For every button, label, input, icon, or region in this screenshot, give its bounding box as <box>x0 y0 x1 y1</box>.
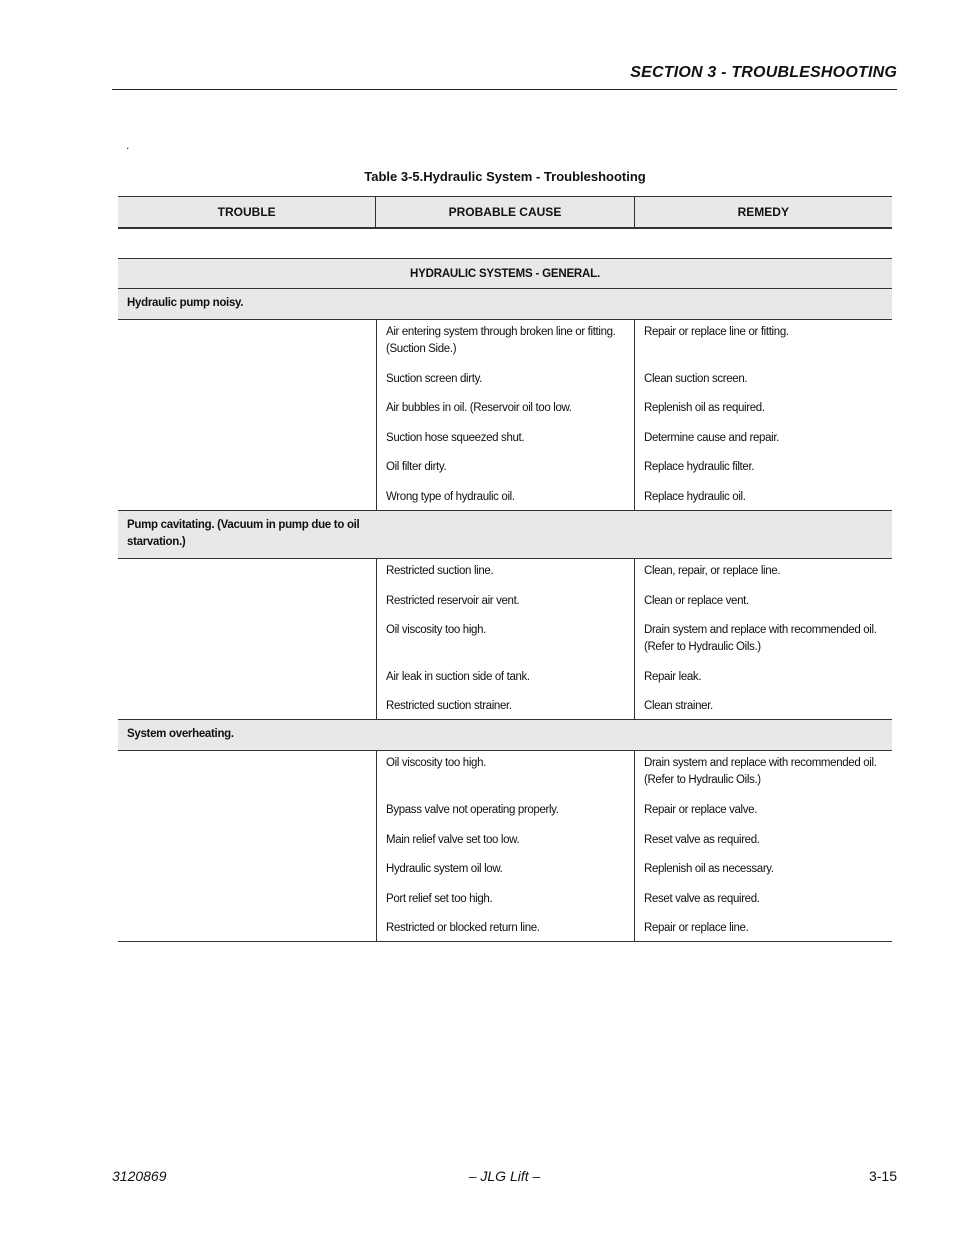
probable-cause-cell: Restricted suction line. <box>386 564 494 577</box>
probable-cause-cell: Oil viscosity too high. <box>386 757 486 770</box>
probable-cause-column <box>376 751 634 941</box>
remedy-cell: Replace hydraulic filter. <box>644 461 755 474</box>
trouble-label: Pump cavitating. (Vacuum in pump due to oil starvation.) <box>127 518 360 548</box>
probable-cause-cell: Hydraulic system oil low. <box>386 863 503 876</box>
trouble-groups <box>118 289 892 942</box>
trouble-row <box>118 720 892 751</box>
remedy-cell: Repair leak. <box>644 670 702 683</box>
detail-block <box>118 559 892 720</box>
remedy-column <box>634 751 892 941</box>
detail-block <box>118 751 892 942</box>
probable-cause-cell: Air leak in suction side of tank. <box>386 670 530 683</box>
column-header-probable-cause: PROBABLE CAUSE <box>375 197 633 227</box>
probable-cause-cell: Oil viscosity too high. <box>386 624 486 637</box>
page-number: 3-15 <box>868 1168 897 1184</box>
remedy-cell: Repair or replace valve. <box>644 803 758 816</box>
doc-number: 3120869 <box>112 1168 167 1184</box>
remedy-cell: Replenish oil as necessary. <box>644 863 774 876</box>
probable-cause-cell: Air entering system through broken line or fitting. (Suction Side.) <box>386 326 616 355</box>
remedy-cell: Drain system and replace with recommended oil. (Refer to Hydraulic Oils.) <box>644 624 877 654</box>
detail-block <box>118 320 892 511</box>
header-rule <box>112 89 897 90</box>
probable-cause-cell: Wrong type of hydraulic oil. <box>386 490 515 503</box>
trouble-row <box>118 511 892 559</box>
remedy-column <box>634 559 892 719</box>
trouble-label: System overheating. <box>127 728 234 741</box>
probable-cause-cell: Restricted or blocked return line. <box>386 922 540 935</box>
publisher: – JLG Lift – <box>468 1168 541 1184</box>
troubleshooting-table <box>118 258 892 942</box>
remedy-column <box>634 320 892 510</box>
probable-cause-cell: Port relief set too high. <box>386 892 493 905</box>
remedy-cell: Replenish oil as required. <box>644 402 765 415</box>
probable-cause-cell: Air bubbles in oil. (Reservoir oil too low. <box>386 402 572 415</box>
remedy-cell: Replace hydraulic oil. <box>644 490 746 503</box>
remedy-cell: Reset valve as required. <box>644 892 760 905</box>
remedy-cell: Clean or replace vent. <box>644 594 749 607</box>
trouble-column-empty <box>118 751 376 941</box>
probable-cause-cell: Main relief valve set too low. <box>386 833 520 846</box>
probable-cause-cell: Restricted suction strainer. <box>386 700 512 713</box>
remedy-cell: Repair or replace line or fitting. <box>644 326 789 338</box>
column-header-trouble: TROUBLE <box>217 205 276 219</box>
trouble-column-empty <box>118 559 376 719</box>
probable-cause-column <box>376 559 634 719</box>
remedy-cell: Reset valve as required. <box>644 833 760 846</box>
column-header-remedy: REMEDY <box>634 197 892 227</box>
probable-cause-cell: Oil filter dirty. <box>386 461 447 474</box>
remedy-cell: Clean strainer. <box>644 700 713 713</box>
remedy-cell: Determine cause and repair. <box>644 431 780 444</box>
column-header-row <box>118 196 892 228</box>
table-caption: Table 3-5.Hydraulic System - Troubleshooting <box>364 169 646 184</box>
probable-cause-cell: Restricted reservoir air vent. <box>386 594 520 607</box>
trouble-label: Hydraulic pump noisy. <box>127 297 244 309</box>
trouble-column-empty <box>118 320 376 510</box>
remedy-cell: Clean, repair, or replace line. <box>644 564 781 577</box>
section-title: SECTION 3 - TROUBLESHOOTING <box>630 64 897 81</box>
remedy-cell: Drain system and replace with recommended oil. (Refer to Hydraulic Oils.) <box>644 757 877 787</box>
remedy-cell: Repair or replace line. <box>644 922 749 935</box>
probable-cause-cell: Bypass valve not operating properly. <box>386 803 559 816</box>
section-banner: HYDRAULIC SYSTEMS - GENERAL. <box>118 259 892 289</box>
probable-cause-cell: Suction hose squeezed shut. <box>386 431 525 444</box>
remedy-cell: Clean suction screen. <box>644 372 748 385</box>
probable-cause-column <box>376 320 634 510</box>
stray-mark: . <box>126 138 130 152</box>
trouble-row <box>118 289 892 320</box>
header-double-rule <box>118 228 892 231</box>
probable-cause-cell: Suction screen dirty. <box>386 372 482 385</box>
